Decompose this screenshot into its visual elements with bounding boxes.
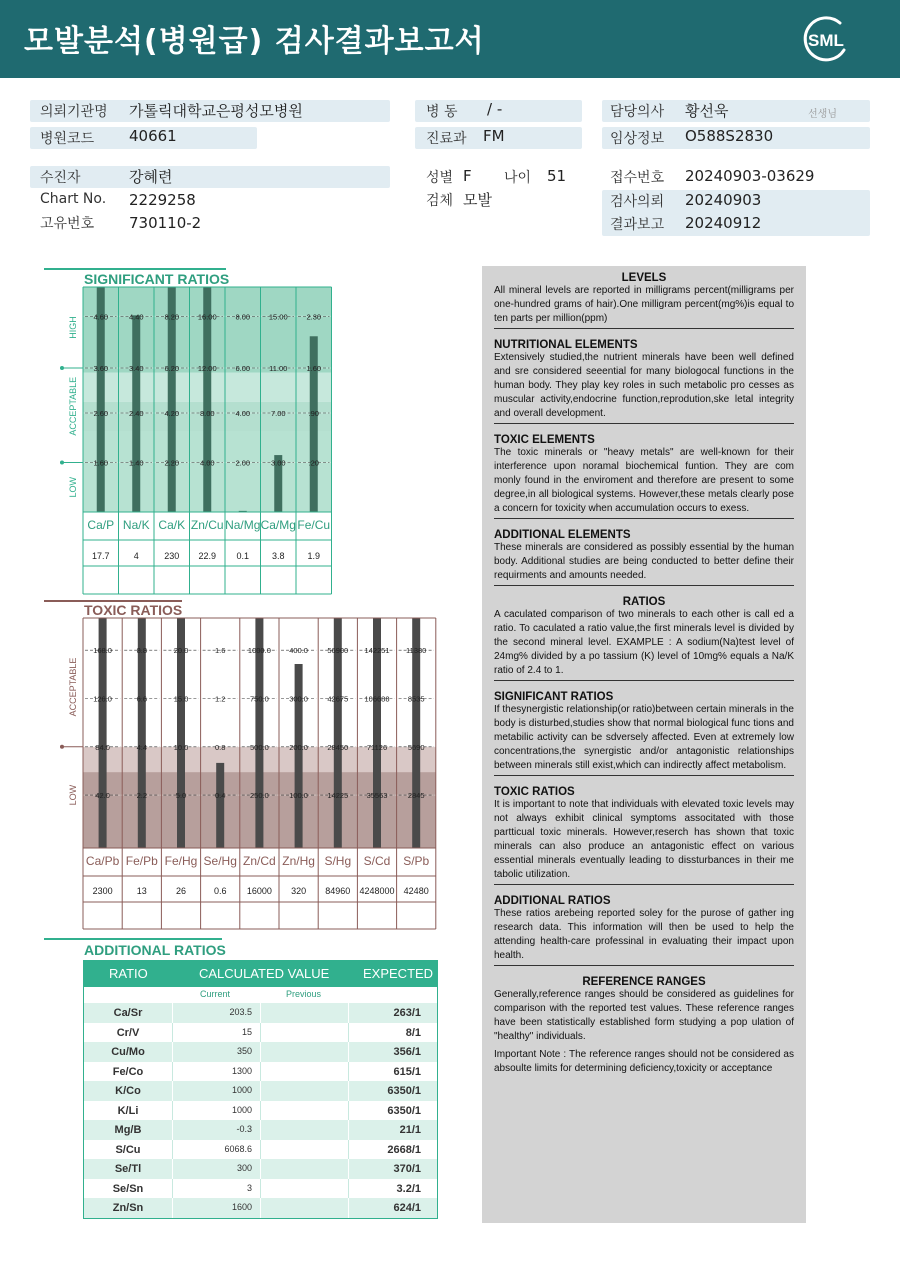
row-divider	[172, 1101, 173, 1121]
band-patient	[30, 166, 390, 188]
additional-row	[83, 1120, 438, 1140]
category-label: Ca/Mg	[260, 518, 296, 532]
tick-label: 4.4	[136, 742, 148, 752]
ratio-name: K/Li	[117, 1104, 139, 1117]
report-header	[0, 0, 900, 78]
tick-label: 16.00	[197, 312, 217, 322]
ratio-current: 300	[236, 1163, 252, 1173]
tick-label: 8.20	[164, 312, 180, 322]
tick-label: 1.60	[306, 364, 322, 373]
doctor-value: 황선욱	[685, 102, 729, 120]
receipt-no-label: 접수번호	[610, 170, 665, 186]
tick-label: 142251	[364, 646, 390, 656]
zone-label: ACCEPTABLE	[68, 657, 78, 717]
significant-ratios-chart	[40, 264, 340, 596]
category-label: Fe/Pb	[125, 854, 158, 868]
row-divider	[172, 1198, 173, 1218]
ratio-current: 1000	[231, 1104, 252, 1115]
tick-label: 2.2	[136, 791, 148, 801]
category-label: S/Cd	[363, 854, 391, 868]
department-value: FM	[483, 127, 505, 145]
info-divider	[494, 518, 794, 519]
value-label: 13	[136, 886, 147, 896]
row-divider	[172, 1081, 173, 1101]
tick-label: 3.40	[128, 364, 144, 373]
additional-row	[83, 1198, 438, 1218]
unique-no-value: 730110-2	[129, 214, 202, 232]
additional-row	[83, 1023, 438, 1043]
additional-title-rule	[44, 938, 222, 940]
tick-label: 4.40	[128, 312, 144, 322]
ratio-name: Cr/V	[116, 1026, 140, 1039]
tick-label: .90	[308, 409, 319, 418]
row-divider	[348, 1101, 349, 1121]
info-heading: SIGNIFICANT RATIOS	[494, 691, 614, 703]
row-divider	[172, 1140, 173, 1160]
ward-label: 병 동	[426, 104, 458, 120]
row-divider	[172, 1003, 173, 1023]
age-value: 51	[547, 167, 567, 185]
tick-label: 71126	[366, 742, 388, 752]
tick-label: 3.00	[270, 458, 286, 468]
tick-label: 6.00	[235, 364, 251, 373]
tick-label: 8.00	[199, 409, 215, 418]
tick-label: 5.0	[175, 791, 187, 801]
value-label: 42480	[403, 886, 429, 896]
value-label: 1.9	[307, 551, 321, 561]
category-label: S/Hg	[324, 854, 352, 868]
row-divider	[348, 1081, 349, 1101]
additional-row	[83, 1140, 438, 1160]
col-previous-header: Previous	[286, 989, 322, 999]
department-label: 진료과	[426, 131, 467, 147]
tick-label: 35563	[366, 791, 388, 801]
ratio-name: Cu/Mo	[111, 1046, 145, 1058]
result-report-label: 결과보고	[610, 217, 665, 233]
category-label: Ca/Pb	[85, 854, 120, 868]
info-divider	[494, 965, 794, 966]
institution-value: 가톨릭대학교은평성모병원	[129, 102, 303, 120]
chart-no-value: 2229258	[129, 191, 196, 209]
row-divider	[348, 1042, 349, 1062]
tick-label: 10.0	[173, 742, 189, 752]
tick-label: 2845	[407, 791, 425, 801]
sml-logo	[800, 14, 852, 66]
tick-label: 8.00	[235, 312, 251, 322]
additional-row	[83, 1081, 438, 1101]
value-label: 320	[291, 886, 307, 896]
value-label: 0.6	[213, 886, 227, 896]
tick-label: 300.0	[289, 694, 308, 704]
row-divider	[260, 1003, 261, 1023]
value-label: 2300	[92, 886, 113, 896]
tick-label: 1.40	[128, 458, 144, 468]
category-label: Ca/P	[87, 518, 115, 532]
col-ratio-header: RATIO	[109, 966, 148, 981]
logo-text: SML	[808, 31, 844, 50]
ratio-expected: 2668/1	[387, 1143, 421, 1156]
value-label: 3.8	[271, 551, 285, 561]
ratio-current: 1600	[231, 1202, 252, 1212]
ratio-expected: 6350/1	[387, 1104, 421, 1117]
tick-label: 4.00	[235, 409, 251, 418]
tick-label: 14225	[327, 791, 349, 801]
col-calculated-header: CALCULATED VALUE	[199, 966, 330, 981]
tick-label: 5690	[407, 742, 425, 752]
tick-label: 6.20	[164, 364, 180, 373]
tick-label: 3.60	[93, 364, 109, 373]
hospital-code-value: 40661	[129, 127, 177, 145]
ratio-name: Se/Sn	[112, 1182, 144, 1195]
info-text: It is important to note that individuals with elevated toxic levels may not always exhibit clinical symptoms associtated with those partticual toxic minerals. However,reserch has shown that toxic minerals can also produce an antagonistic effect on various essential minerals eventually leading to dissturbances in their me tabolic utilization.	[494, 799, 794, 880]
zone-label: LOW	[68, 476, 78, 498]
result-report-value: 20240912	[685, 214, 762, 232]
row-divider	[260, 1179, 261, 1199]
tick-label: 750.0	[250, 694, 269, 704]
category-label: Fe/Hg	[164, 854, 198, 868]
info-heading: NUTRITIONAL ELEMENTS	[494, 339, 638, 351]
bar-fe-cu	[310, 336, 318, 512]
ward-value: / -	[487, 100, 503, 118]
ratio-expected: 3.2/1	[396, 1182, 421, 1195]
tick-label: 42.0	[95, 791, 110, 801]
tick-label: 0.8	[214, 742, 226, 752]
zone-label: ACCEPTABLE	[68, 376, 78, 436]
ratio-name: Zn/Sn	[112, 1202, 144, 1214]
ratio-name: K/Co	[115, 1085, 141, 1097]
tick-label: 1.2	[214, 694, 226, 704]
tick-label: 1.60	[93, 458, 109, 468]
tick-label: 200.0	[289, 742, 308, 752]
tick-label: 400.0	[289, 646, 308, 656]
additional-row	[83, 1159, 438, 1179]
row-divider	[260, 1062, 261, 1082]
row-divider	[348, 1062, 349, 1082]
tick-label: 1.6	[214, 646, 226, 656]
tick-label: 2.00	[235, 458, 251, 468]
category-label: Fe/Cu	[297, 518, 331, 532]
category-label: Se/Hg	[203, 854, 237, 868]
additional-row	[83, 1042, 438, 1062]
doctor-suffix: 선생님	[808, 109, 837, 120]
value-label: 230	[164, 551, 180, 561]
additional-subheader-row	[83, 987, 438, 1003]
additional-row	[83, 1003, 438, 1023]
zone-marker-dot	[60, 366, 64, 370]
info-divider	[494, 884, 794, 885]
additional-bottom-rule	[83, 1218, 438, 1219]
info-text: If thesynergistic relationship(or ratio)between certain minerals in the body is disturbed,studies show that normal biological func tions and metabilic activity can be sdversely affected. Even at extremely low concentrations,the synergistic and/or antagonistic relationships between minerals still exist,which can indirectly affect metabolism.	[494, 704, 794, 771]
additional-ratios-title: ADDITIONAL RATIOS	[84, 942, 226, 958]
info-text: Generally,reference ranges should be considered as guidelines for comparison with the reported test values. These reference ranges have been statistically established form studying a pop ulation of "healthy" individuals.	[494, 989, 794, 1042]
row-divider	[348, 1023, 349, 1043]
row-divider	[260, 1023, 261, 1043]
category-label: Zn/Hg	[282, 854, 315, 868]
zone-label: HIGH	[68, 316, 78, 339]
ratio-expected: 6350/1	[387, 1085, 421, 1097]
info-text: All mineral levels are reported in milligrams percent(milligrams per one-hundred grams of hair).One milligram percent(mg%)is equal to ten parts per million(ppm)	[494, 285, 794, 324]
ratio-expected: 624/1	[393, 1202, 421, 1214]
ratio-expected: 615/1	[393, 1065, 421, 1078]
specimen-label: 검체	[426, 193, 454, 209]
test-request-label: 검사의뢰	[610, 194, 665, 210]
report-title: 모발분석(병원급) 검사결과보고서	[24, 24, 485, 59]
category-label: Zn/Cd	[243, 854, 276, 868]
tick-label: 8.8	[136, 646, 148, 656]
row-divider	[172, 1179, 173, 1199]
info-heading: LEVELS	[621, 272, 667, 284]
tick-label: 0.4	[214, 791, 226, 801]
hospital-code-label: 병원코드	[40, 131, 95, 147]
ratio-name: Fe/Co	[112, 1065, 144, 1078]
zone-marker-dot	[60, 745, 64, 749]
tick-label: 11380	[406, 646, 427, 656]
toxic-ratios-title: TOXIC RATIOS	[84, 602, 183, 618]
info-text: A caculated comparison of two minerals to each other is call ed a ratio. To caculated a ratio value,the first minerals level is divided by the second mineral level. EXAMPLE : A sodium(Na)test level of 24mg% divided by a po tassium (K) level of 10mg% equals a Na/K ratio of 2.4 to 1.	[494, 609, 794, 676]
info-heading: REFERENCE RANGES	[582, 976, 706, 988]
value-label: 16000	[246, 886, 272, 896]
info-heading: ADDITIONAL ELEMENTS	[494, 529, 631, 541]
sex-label: 성별	[426, 170, 454, 186]
ratio-current: 6068.6	[224, 1143, 252, 1154]
additional-row	[83, 1179, 438, 1199]
tick-label: 4.00	[199, 458, 215, 468]
doctor-label: 담당의사	[610, 104, 665, 120]
institution-label: 의뢰기관명	[40, 104, 108, 120]
value-label: 17.7	[91, 551, 110, 561]
age-label: 나이	[504, 170, 532, 186]
info-divider	[494, 423, 794, 424]
tick-label: 56900	[327, 646, 349, 656]
tick-label: 2.60	[93, 409, 109, 418]
tick-label: 15.0	[173, 694, 189, 704]
row-divider	[348, 1140, 349, 1160]
row-divider	[172, 1062, 173, 1082]
row-divider	[172, 1042, 173, 1062]
ratio-name: S/Cu	[115, 1143, 141, 1156]
ratio-current: 3	[246, 1182, 252, 1193]
additional-row	[83, 1101, 438, 1121]
row-divider	[348, 1159, 349, 1179]
info-divider	[494, 328, 794, 329]
tick-label: 12.00	[197, 364, 217, 373]
tick-label: 2.20	[164, 458, 180, 468]
tick-label: 2.40	[128, 409, 144, 418]
info-divider	[494, 680, 794, 681]
test-request-value: 20240903	[685, 191, 762, 209]
sex-value: F	[463, 167, 472, 185]
row-divider	[348, 1120, 349, 1140]
category-label: Na/K	[122, 518, 150, 532]
ratio-current: 15	[241, 1026, 252, 1037]
value-label: 4	[133, 551, 139, 561]
tick-label: 100.0	[289, 791, 308, 801]
tick-label: 42675	[327, 694, 349, 704]
info-heading: TOXIC ELEMENTS	[494, 434, 595, 446]
receipt-no-value: 20240903-03629	[685, 167, 815, 185]
info-text: Important Note : The reference ranges should not be considered as absoulte limits for determining deficiency,toxicity or acceptance	[494, 1049, 794, 1074]
info-heading: RATIOS	[622, 596, 666, 608]
ratio-name: Mg/B	[114, 1124, 142, 1136]
row-divider	[260, 1081, 261, 1101]
toxic-ratios-chart	[40, 596, 450, 932]
ratio-current: 350	[236, 1046, 252, 1056]
row-divider	[348, 1198, 349, 1218]
info-text: Extensively studied,the nutrient minerals have been well defined and sre considered seeential for many biologocal functions in the human body. They play key roles in such metabolic pro cesses as muscular activity,endocrine function,reprodution,ske letal integrity and overall development.	[494, 352, 794, 419]
info-text: These ratios arebeing reported soley for the purose of gather ing research data. This information will then be used to help the attending health-care professinal in evaluating their impact upon health.	[494, 908, 794, 961]
value-label: 84960	[325, 886, 351, 896]
additional-rows	[83, 1003, 438, 1218]
value-label: 22.9	[198, 551, 217, 561]
row-divider	[260, 1101, 261, 1121]
ratio-expected: 356/1	[393, 1046, 421, 1058]
ratio-expected: 263/1	[393, 1007, 421, 1019]
tick-label: 2.30	[306, 312, 322, 322]
patient-label: 수진자	[40, 170, 81, 186]
tick-label: 250.0	[250, 791, 269, 801]
clinical-label: 임상정보	[610, 131, 665, 147]
info-text: These minerals are considered as possibly essential by the human body. Additional studies are being conducted to better define their requirments and amounts needed.	[494, 542, 794, 581]
ratio-name: Ca/Sr	[113, 1007, 143, 1019]
zone-label: LOW	[68, 784, 78, 806]
tick-label: 11.00	[269, 364, 288, 373]
ratio-expected: 370/1	[393, 1163, 421, 1175]
row-divider	[260, 1120, 261, 1140]
tick-label: 168.0	[93, 646, 112, 656]
row-divider	[260, 1042, 261, 1062]
info-divider	[494, 775, 794, 776]
info-heading: ADDITIONAL RATIOS	[494, 895, 611, 907]
row-divider	[348, 1003, 349, 1023]
tick-label: 1000.0	[247, 646, 271, 656]
row-divider	[260, 1159, 261, 1179]
tick-label: 126.0	[93, 694, 112, 704]
info-text: The toxic minerals or "heavy metals" are well-known for their interference upon noramal biochemical funtion. They are com monly found in the enviroment and therefore are present to some degree,in all biological systems. However,these metals clearly pose a concern for toxicity when accumulation occurs to exess.	[494, 447, 794, 514]
additional-ratios-table	[83, 960, 438, 1219]
ratio-expected: 21/1	[399, 1124, 421, 1136]
specimen-value: 모발	[463, 191, 492, 209]
value-label: 4248000	[359, 886, 395, 896]
tick-label: 84.0	[95, 742, 110, 752]
row-divider	[260, 1198, 261, 1218]
ratio-current: 1300	[231, 1065, 252, 1076]
tick-label: 20.0	[173, 646, 189, 656]
bar-se-hg	[216, 763, 224, 848]
row-divider	[260, 1140, 261, 1160]
tick-label: 4.20	[164, 409, 180, 418]
ratio-expected: 8/1	[405, 1026, 421, 1039]
patient-value: 강혜련	[129, 168, 173, 186]
tick-label: .20	[308, 458, 319, 468]
tick-label: 6.6	[136, 694, 148, 704]
tick-label: 8535	[407, 694, 425, 704]
info-panel	[482, 266, 806, 1223]
additional-header-row	[83, 960, 438, 987]
col-expected-header: EXPECTED	[363, 966, 434, 981]
tick-label: 106688	[364, 694, 390, 704]
row-divider	[172, 1023, 173, 1043]
bar-zn-hg	[295, 664, 303, 848]
chart-no-label: Chart No.	[40, 191, 107, 207]
row-divider	[348, 1179, 349, 1199]
clinical-value: O588S2830	[685, 127, 774, 145]
ratio-current: -0.3	[236, 1124, 252, 1134]
ratio-current: 1000	[231, 1085, 252, 1095]
category-label: S/Pb	[403, 854, 430, 868]
unique-no-label: 고유번호	[40, 216, 95, 232]
tick-label: 7.00	[270, 409, 286, 418]
additional-row	[83, 1062, 438, 1082]
row-divider	[172, 1159, 173, 1179]
category-label: Na/Mg	[225, 518, 261, 532]
value-label: 26	[175, 886, 187, 896]
ratio-name: Se/Tl	[114, 1163, 142, 1175]
category-label: Zn/Cu	[190, 518, 224, 532]
zone-marker-dot	[60, 461, 64, 465]
category-label: Ca/K	[158, 518, 186, 532]
info-heading: TOXIC RATIOS	[494, 786, 575, 798]
col-current-header: Current	[200, 989, 231, 999]
value-label: 0.1	[236, 551, 250, 561]
ratio-current: 203.5	[229, 1007, 252, 1017]
info-divider	[494, 585, 794, 586]
tick-label: 4.60	[93, 312, 109, 322]
significant-ratios-title: SIGNIFICANT RATIOS	[84, 271, 230, 287]
tick-label: 15.00	[268, 312, 288, 322]
tick-label: 500.0	[250, 742, 269, 752]
tick-label: 28450	[327, 742, 349, 752]
row-divider	[172, 1120, 173, 1140]
